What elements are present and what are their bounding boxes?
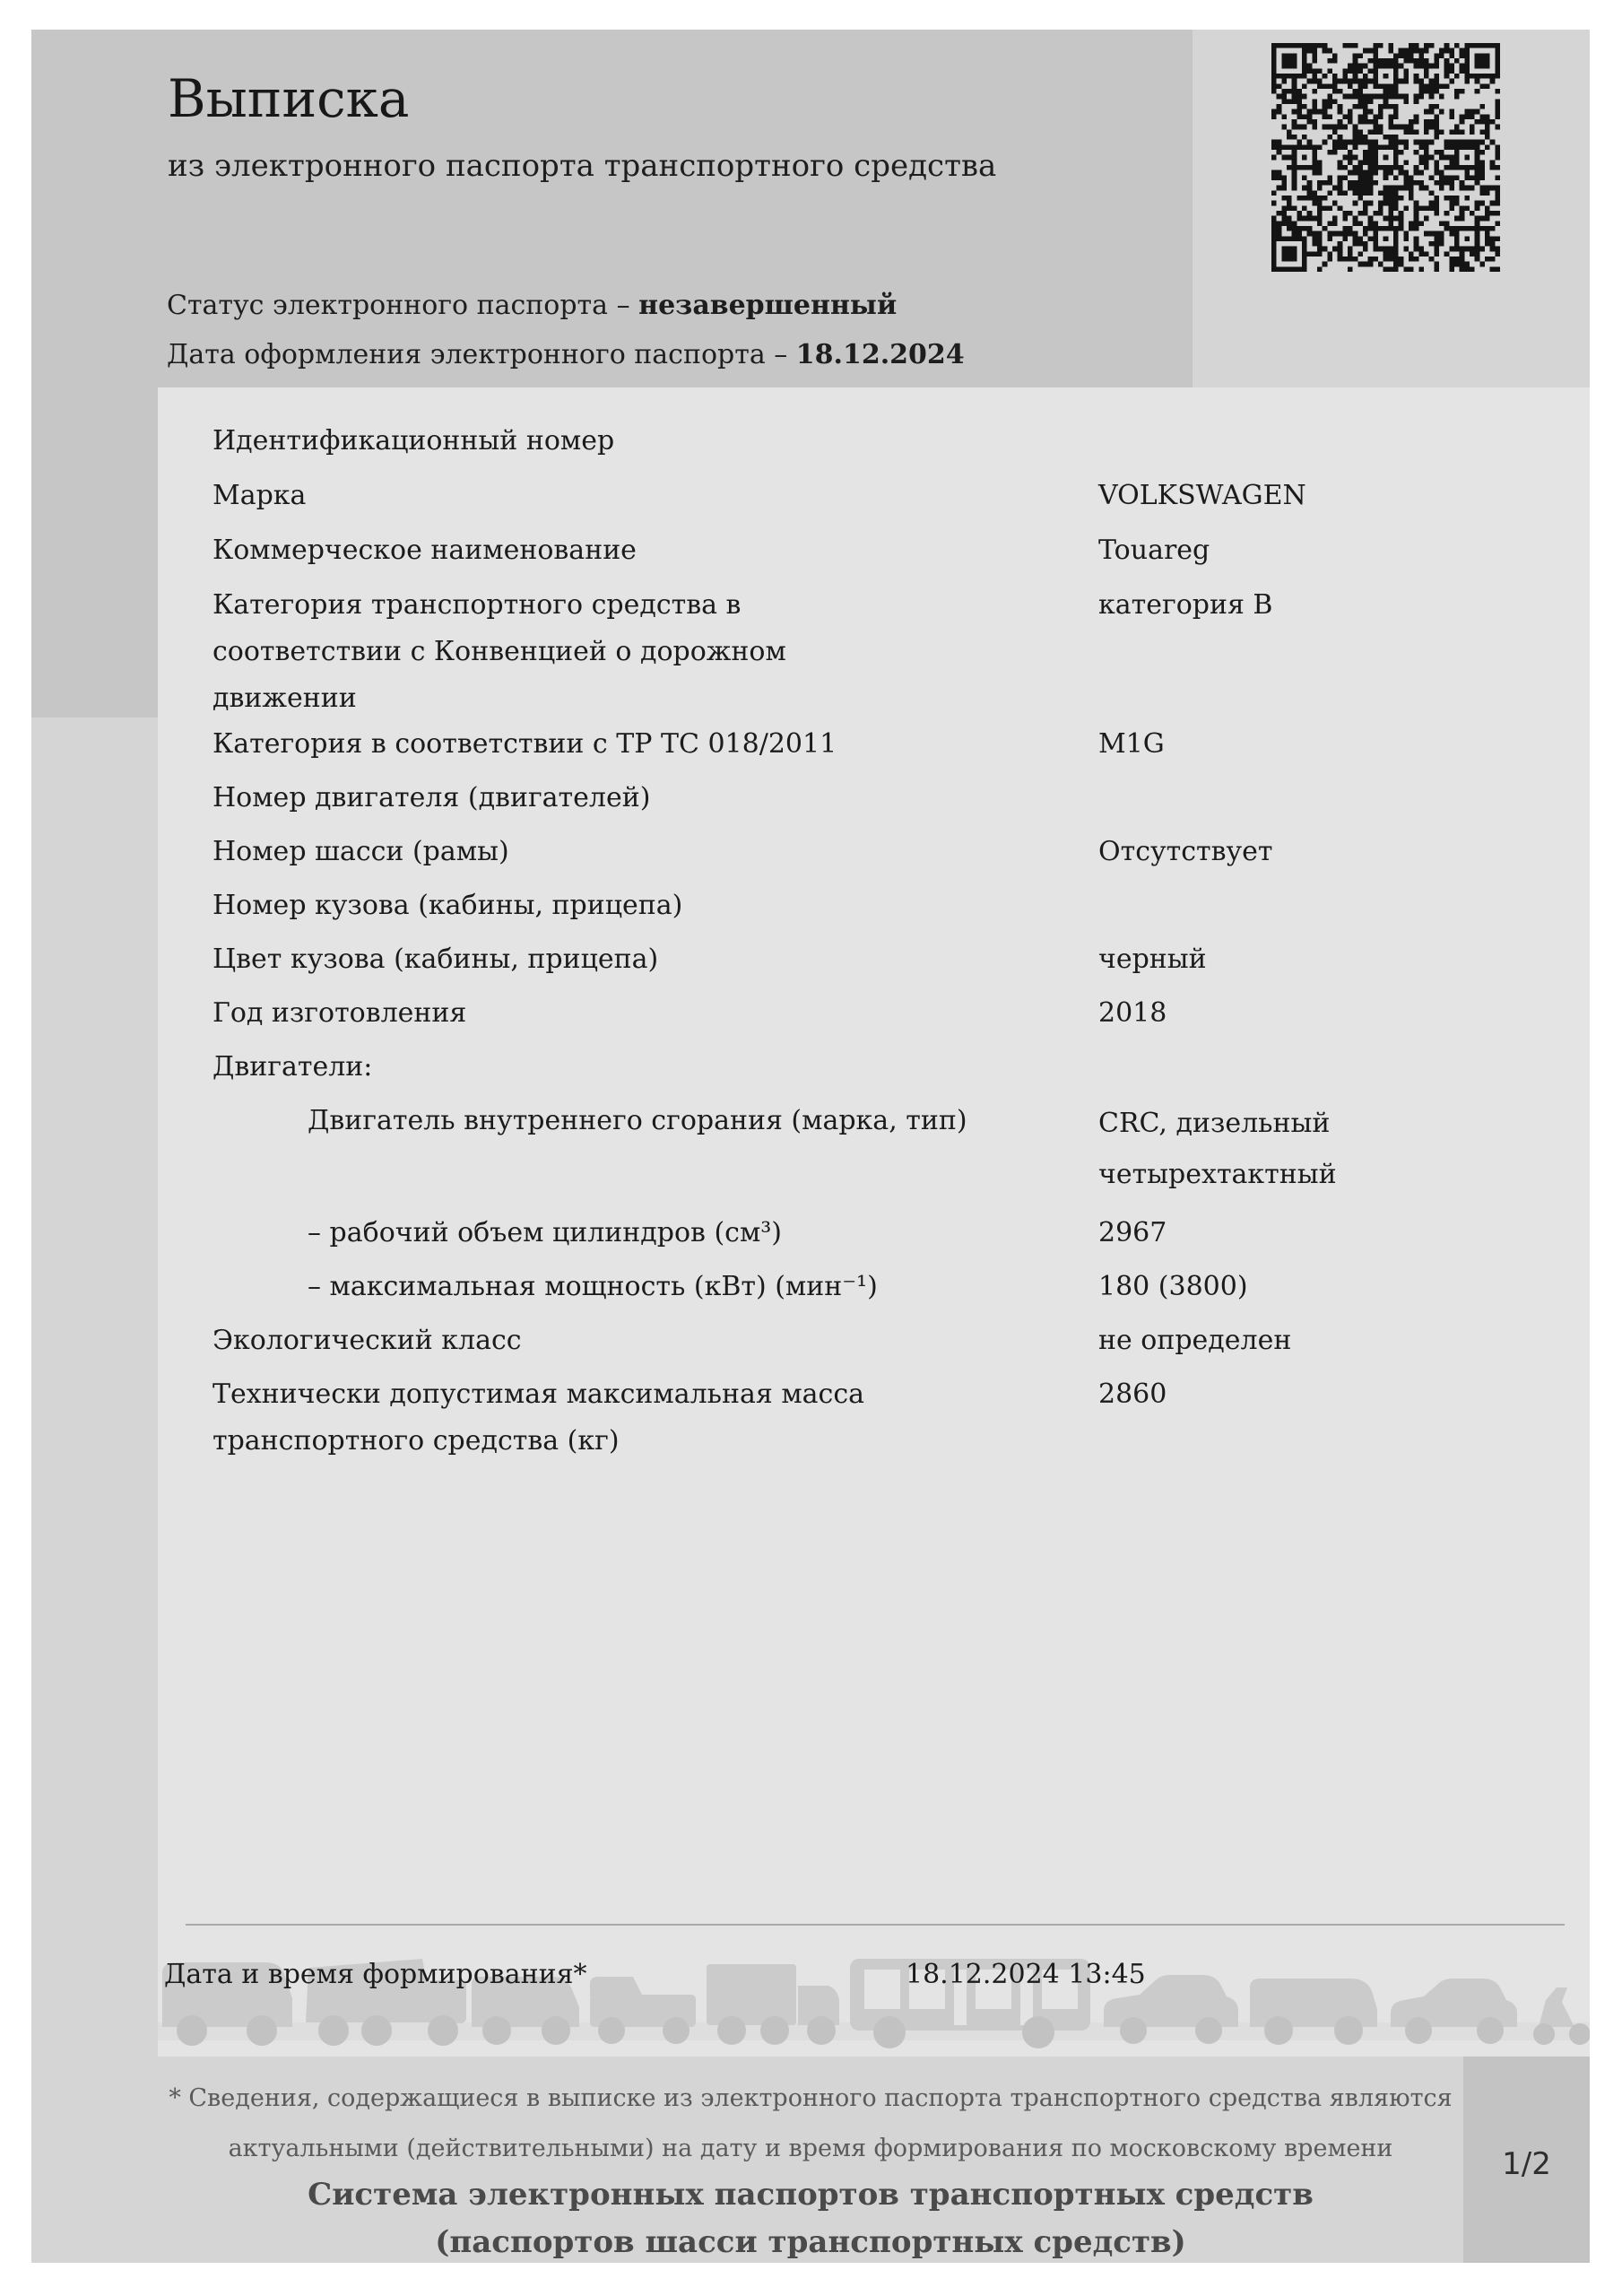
passport-status-label: Статус электронного паспорта – bbox=[167, 290, 639, 321]
row-value: VOLKSWAGEN bbox=[1098, 480, 1306, 511]
page-number: 1/2 bbox=[1502, 2146, 1551, 2182]
page-number-strip bbox=[1463, 2057, 1590, 2263]
row-value: Отсутствует bbox=[1098, 836, 1273, 867]
footer bbox=[158, 2057, 1463, 2263]
row-value: четырехтактный bbox=[1098, 1159, 1337, 1190]
left-gray-strip bbox=[31, 387, 158, 718]
passport-status-value: незавершенный bbox=[638, 290, 898, 321]
qr-code bbox=[1271, 43, 1500, 272]
row-label: – рабочий объем цилиндров (см³) bbox=[308, 1217, 783, 1248]
row-value: Touareg bbox=[1098, 535, 1210, 566]
row-label: Экологический класс bbox=[213, 1325, 522, 1356]
page-background bbox=[31, 30, 1590, 2263]
row-value: 2018 bbox=[1098, 997, 1167, 1029]
row-label: движении bbox=[213, 683, 357, 714]
row-value: категория В bbox=[1098, 589, 1273, 621]
row-value: 2967 bbox=[1098, 1217, 1167, 1248]
formation-date-row bbox=[164, 1952, 1563, 1998]
row-label: Цвет кузова (кабины, прицепа) bbox=[213, 944, 659, 975]
row-value: 2860 bbox=[1098, 1378, 1167, 1410]
row-label: Номер двигателя (двигателей) bbox=[213, 782, 651, 813]
row-label: Категория в соответствии с ТР ТС 018/2011 bbox=[213, 728, 837, 760]
passport-issue-date-value: 18.12.2024 bbox=[795, 339, 965, 370]
row-label: Год изготовления bbox=[213, 997, 467, 1029]
row-value: не определен bbox=[1098, 1325, 1292, 1356]
row-label: Коммерческое наименование bbox=[213, 535, 637, 566]
content-panel bbox=[158, 387, 1590, 2057]
footer-note-line2: актуальными (действительными) на дату и время формирования по московскому времени bbox=[228, 2135, 1393, 2162]
row-label: Категория транспортного средства в bbox=[213, 589, 742, 621]
footer-system-line1: Система электронных паспортов транспортных средств bbox=[308, 2177, 1314, 2213]
row-value: CRC, дизельный bbox=[1098, 1108, 1331, 1139]
row-value: черный bbox=[1098, 944, 1207, 975]
row-label: транспортного средства (кг) bbox=[213, 1425, 620, 1457]
row-label: Марка bbox=[213, 480, 307, 511]
passport-issue-date-line bbox=[167, 337, 965, 373]
row-label: – максимальная мощность (кВт) (мин⁻¹) bbox=[308, 1271, 878, 1302]
page-subtitle: из электронного паспорта транспортного средства bbox=[168, 148, 997, 184]
footer-system-line2: (паспортов шасси транспортных средств) bbox=[435, 2224, 1186, 2260]
row-label: Технически допустимая максимальная масса bbox=[213, 1378, 865, 1410]
formation-date-label: Дата и время формирования* bbox=[164, 1959, 587, 1990]
row-label: Двигатели: bbox=[213, 1051, 373, 1083]
footer-note-line1: * Сведения, содержащиеся в выписке из электронного паспорта транспортного средства являются bbox=[169, 2084, 1453, 2112]
row-label: Идентификационный номер bbox=[213, 425, 615, 457]
row-label: соответствии с Конвенцией о дорожном bbox=[213, 636, 786, 667]
row-value: 180 (3800) bbox=[1098, 1271, 1248, 1302]
page-title: Выписка bbox=[168, 68, 410, 129]
formation-date-value: 18.12.2024 13:45 bbox=[906, 1959, 1146, 1990]
passport-issue-date-label: Дата оформления электронного паспорта – bbox=[167, 339, 796, 370]
passport-status-line bbox=[167, 288, 897, 324]
row-label: Номер шасси (рамы) bbox=[213, 836, 509, 867]
row-label: Номер кузова (кабины, прицепа) bbox=[213, 890, 683, 921]
section-divider bbox=[186, 1924, 1565, 1926]
row-label: Двигатель внутреннего сгорания (марка, тип) bbox=[308, 1105, 967, 1136]
row-value: M1G bbox=[1098, 728, 1165, 760]
